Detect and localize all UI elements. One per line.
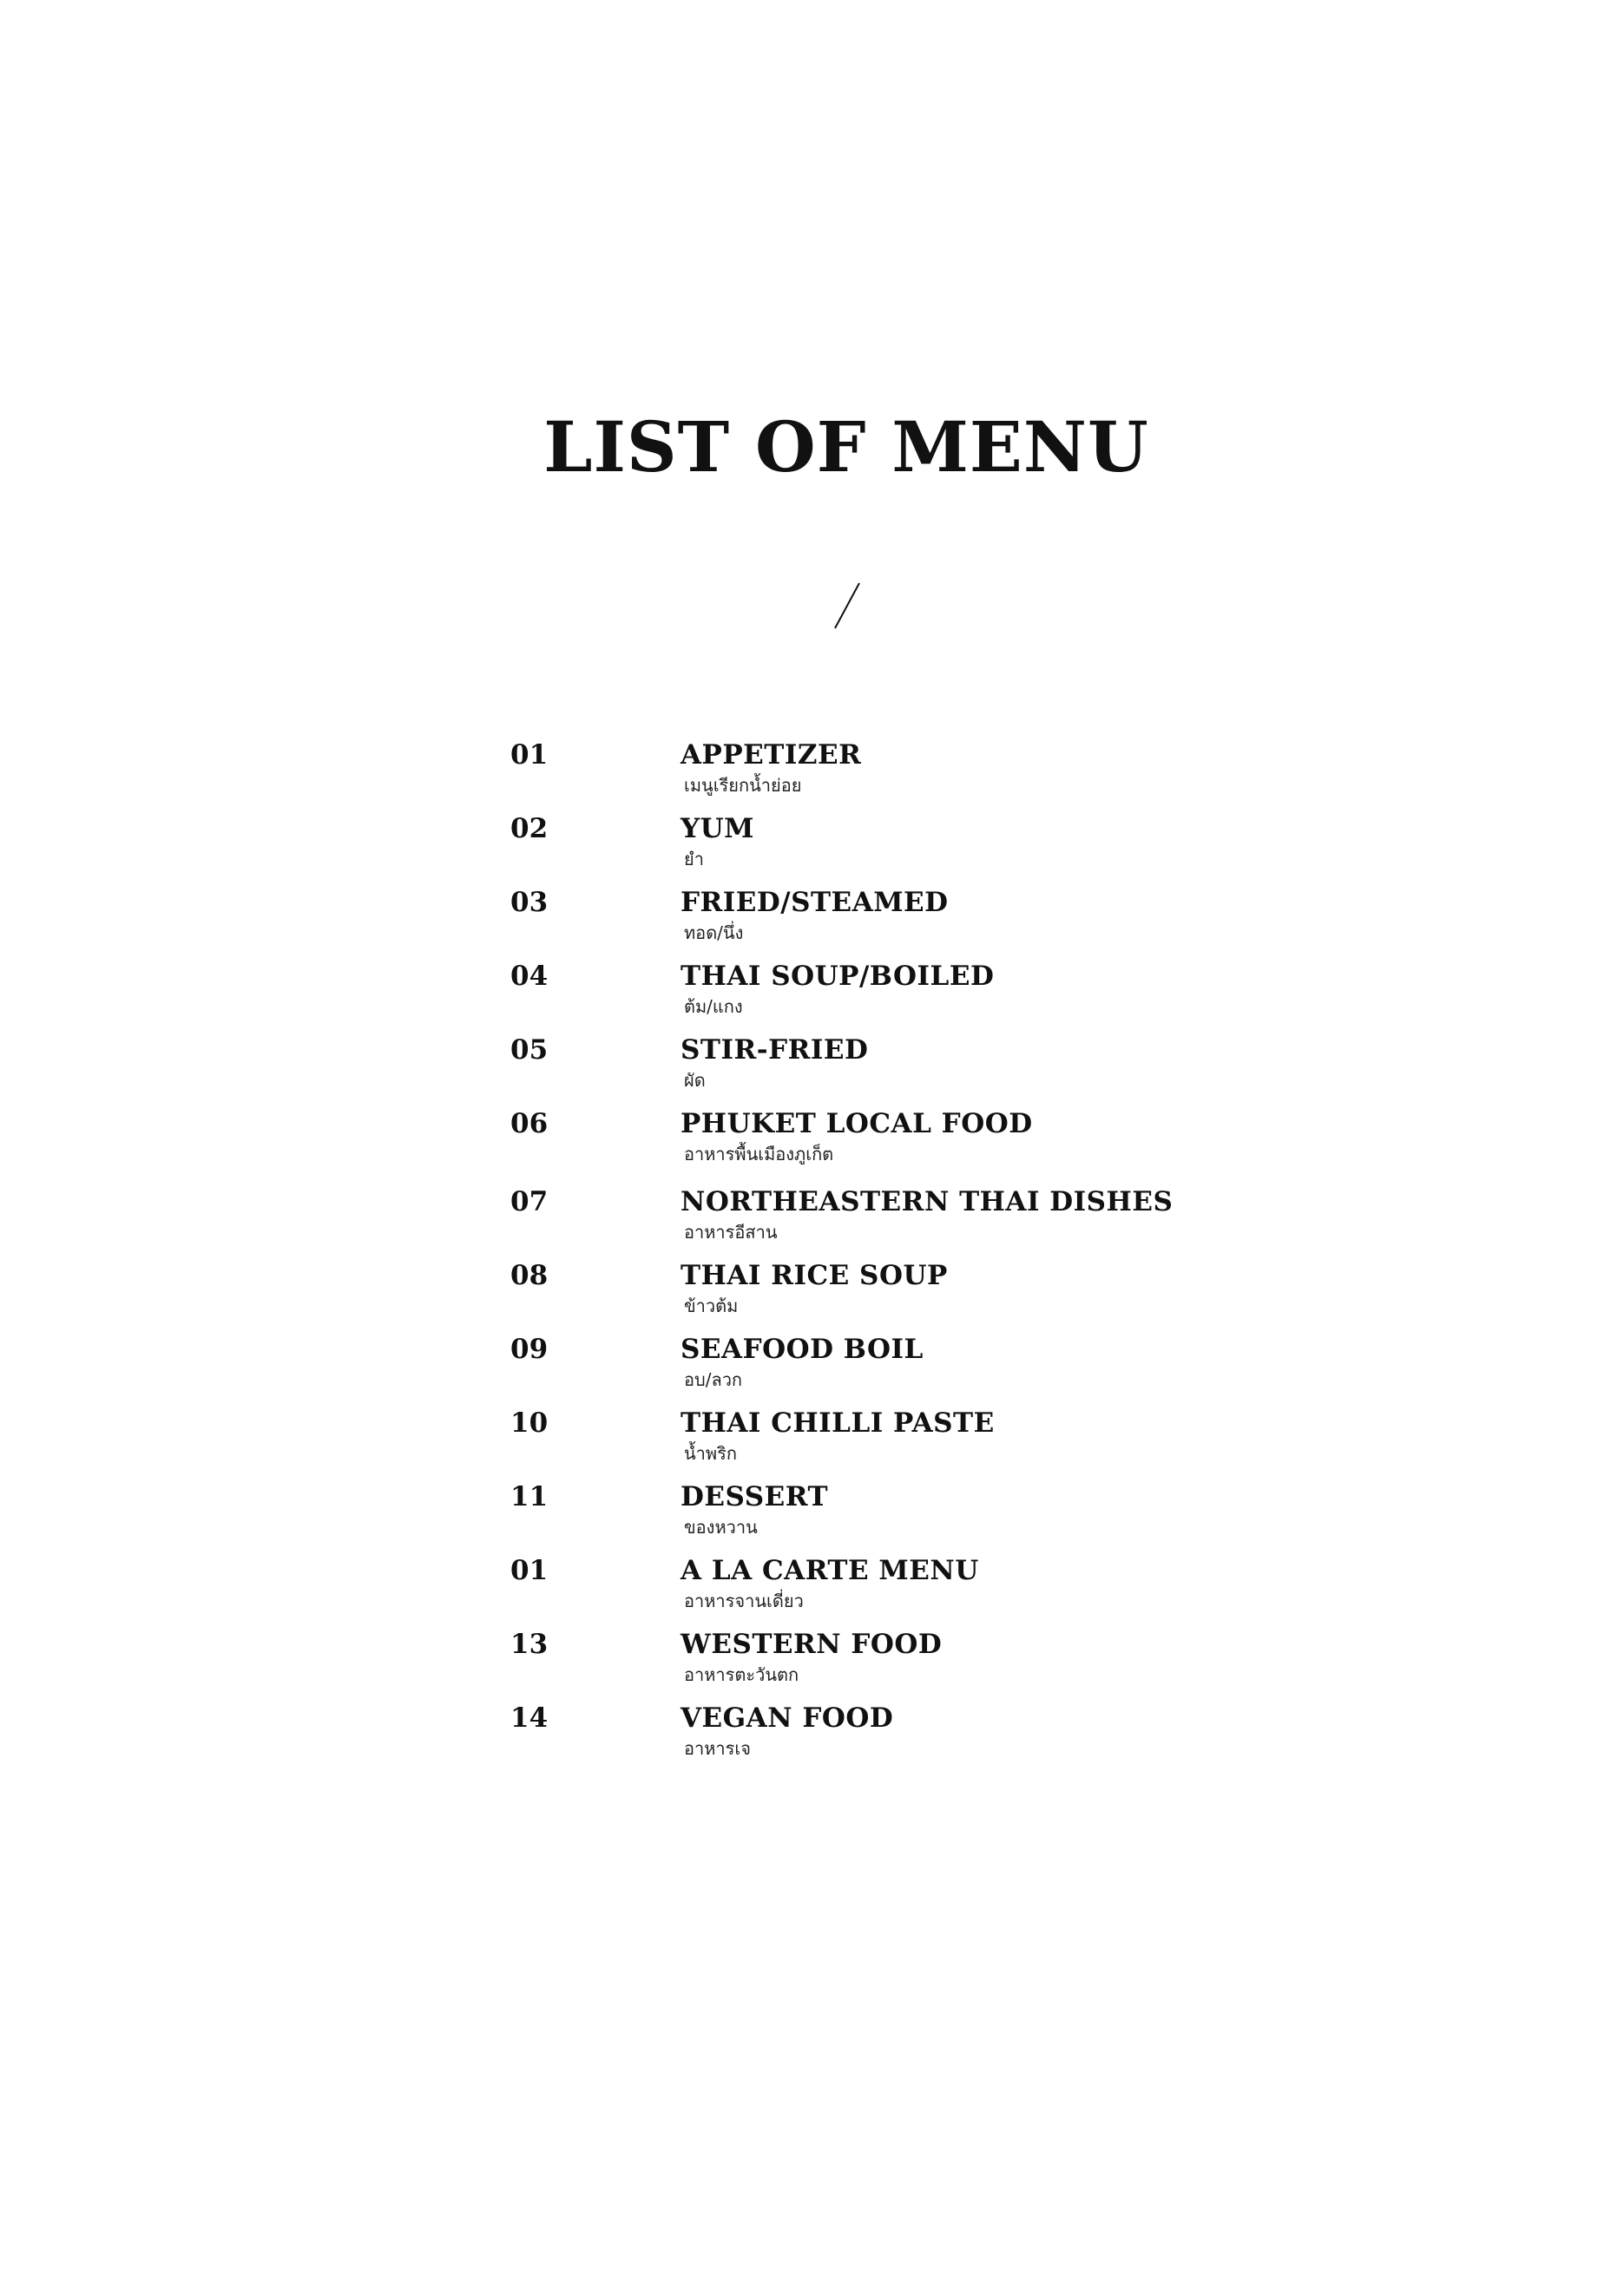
- item-thai-name: อาหารตะวันตก: [684, 1664, 799, 1685]
- item-thai-name: ทอด/นึ่ง: [684, 922, 744, 943]
- menu-item-vegan-food[interactable]: [510, 1702, 1292, 1779]
- item-number: 05: [510, 1034, 549, 1066]
- item-number: 04: [510, 961, 549, 992]
- item-name: YUM: [681, 813, 754, 844]
- item-name: SEAFOOD BOIL: [681, 1334, 924, 1365]
- item-thai-name: ต้ม/แกง: [684, 996, 743, 1017]
- item-name: NORTHEASTERN THAI DISHES: [681, 1186, 1174, 1217]
- menu-item-stir-fried[interactable]: [510, 1034, 1292, 1111]
- item-name: APPETIZER: [681, 739, 862, 771]
- item-number: 08: [510, 1260, 549, 1291]
- menu-item-seafood-boil[interactable]: [510, 1336, 1292, 1410]
- menu-item-yum[interactable]: [510, 813, 1292, 889]
- item-number: 01: [510, 739, 549, 771]
- item-name: THAI CHILLI PASTE: [681, 1407, 995, 1439]
- item-name: THAI SOUP/BOILED: [681, 961, 995, 992]
- item-name: THAI RICE SOUP: [681, 1260, 948, 1291]
- page-title: LIST OF MENU: [543, 406, 1149, 488]
- menu-item-fried-steamed[interactable]: [510, 889, 1292, 963]
- item-number: 02: [510, 813, 549, 844]
- item-thai-name: น้ำพริก: [684, 1443, 737, 1464]
- item-thai-name: เมนูเรียกน้ำย่อย: [684, 775, 802, 796]
- item-thai-name: ข้าวต้ม: [684, 1296, 739, 1316]
- item-thai-name: อาหารพื้นเมืองภูเก็ต: [684, 1144, 834, 1164]
- menu-item-western-food[interactable]: [510, 1631, 1292, 1705]
- item-name: DESSERT: [681, 1481, 829, 1512]
- item-name: A LA CARTE MENU: [681, 1555, 979, 1586]
- item-name: FRIED/STEAMED: [681, 887, 949, 918]
- item-number: 14: [510, 1702, 549, 1734]
- item-thai-name: ผัด: [684, 1070, 706, 1091]
- item-thai-name: ยำ: [684, 849, 704, 869]
- item-number: 10: [510, 1407, 549, 1439]
- menu-item-thai-soup-boiled[interactable]: [510, 963, 1292, 1037]
- item-thai-name: อบ/ลวก: [684, 1369, 743, 1390]
- menu-item-phuket-local-food[interactable]: [510, 1108, 1292, 1189]
- menu-item-thai-chilli-paste[interactable]: [510, 1407, 1292, 1484]
- item-name: PHUKET LOCAL FOOD: [681, 1108, 1033, 1139]
- item-name: STIR-FRIED: [681, 1034, 869, 1066]
- item-number: 06: [510, 1108, 549, 1139]
- item-thai-name: อาหารจานเดี่ยว: [684, 1591, 804, 1611]
- menu-item-northeastern-thai-dishes[interactable]: [510, 1186, 1292, 1263]
- item-name: WESTERN FOOD: [681, 1629, 943, 1660]
- menu-item-thai-rice-soup[interactable]: [510, 1260, 1292, 1336]
- menu-list: [510, 739, 1292, 1779]
- item-number: 01: [510, 1555, 549, 1586]
- item-number: 03: [510, 887, 549, 918]
- item-thai-name: อาหารอีสาน: [684, 1222, 778, 1243]
- item-thai-name: ของหวาน: [684, 1517, 758, 1538]
- item-number: 09: [510, 1334, 549, 1365]
- item-name: VEGAN FOOD: [681, 1702, 894, 1734]
- menu-item-dessert[interactable]: [510, 1481, 1292, 1558]
- divider-slash: [823, 580, 875, 632]
- item-number: 13: [510, 1629, 549, 1660]
- menu-item-a-la-carte-menu[interactable]: [510, 1555, 1292, 1631]
- item-number: 11: [510, 1481, 549, 1512]
- item-number: 07: [510, 1186, 549, 1217]
- item-thai-name: อาหารเจ: [684, 1738, 751, 1759]
- menu-item-appetizer[interactable]: [510, 739, 1292, 816]
